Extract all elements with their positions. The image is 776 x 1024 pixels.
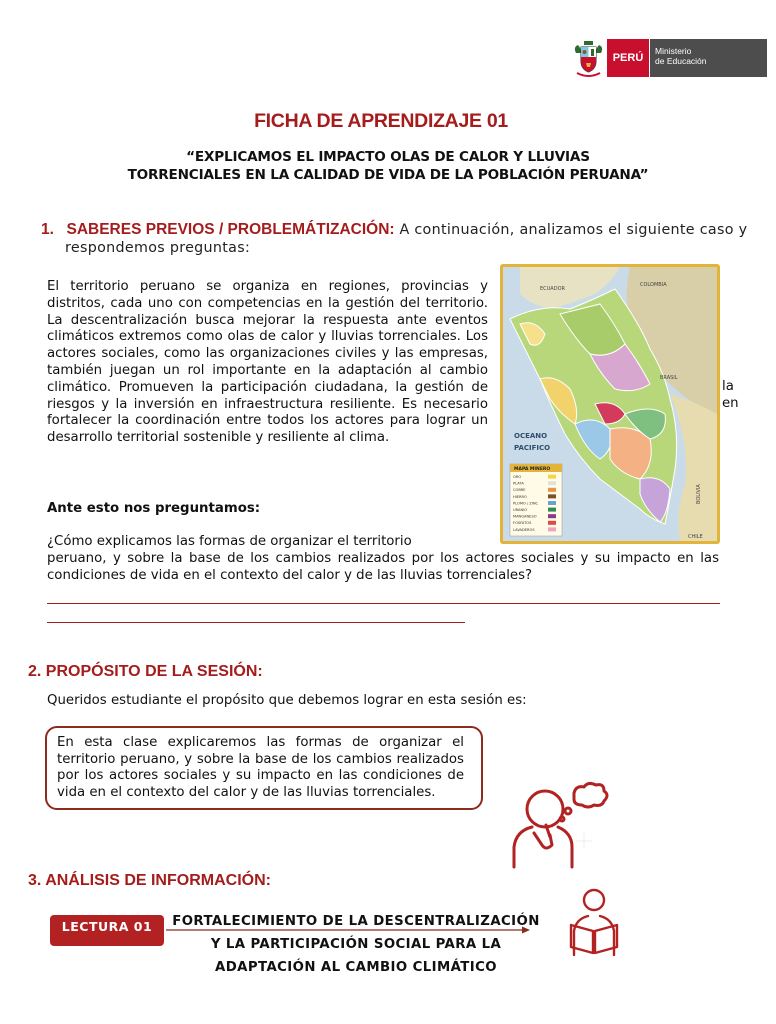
ministry-label xyxy=(649,39,767,77)
map-label-ecuador: ECUADOR xyxy=(540,286,565,292)
legend-title: MAPA MINERO xyxy=(514,467,551,472)
overflow-text-2: en xyxy=(722,396,739,411)
subtitle-line-2: TORRENCIALES EN LA CALIDAD DE VIDA DE LA POBLACIÓN PERUANA” xyxy=(127,167,649,183)
section-2-heading: 2. PROPÓSITO DE LA SESIÓN: xyxy=(28,663,263,680)
legend-item-label: PLOMO / ZINC xyxy=(513,501,539,506)
subtitle-line-1: “EXPLICAMOS EL IMPACTO OLAS DE CALOR Y LLUVIAS xyxy=(186,149,590,165)
question-rest: peruano, y sobre la base de los cambios realizados por los actores sociales y su impacto en las condiciones de vida en el contexto del calor y de las lluvias torrenciales? xyxy=(47,551,719,583)
reading-title: FORTALECIMIENTO DE LA DESCENTRALIZACIÓN Y LA PARTICIPACIÓN SOCIAL PARA LA ADAPTACIÓN AL CAMBIO CLIMÁTICO xyxy=(172,914,540,975)
legend-item-label: URANIO xyxy=(513,508,528,512)
legend-item-swatch xyxy=(548,501,556,505)
section-1-intro-a: A continuación, analizamos el siguiente caso y xyxy=(394,222,748,238)
question-heading: Ante esto nos preguntamos: xyxy=(47,501,261,516)
thinking-person-icon xyxy=(508,781,616,869)
section-3-heading: 3. ANÁLISIS DE INFORMACIÓN: xyxy=(28,872,271,889)
legend-item-swatch xyxy=(548,514,556,518)
section-1-intro-b: respondemos preguntas: xyxy=(65,240,251,256)
map-legend xyxy=(510,464,562,536)
purpose-box xyxy=(45,726,483,810)
legend-item-label: PLATA xyxy=(513,481,524,486)
map-label-ocean: OCEANO xyxy=(514,432,548,440)
legend-item-label: LAVADEROS xyxy=(513,527,535,532)
legend-item-swatch xyxy=(548,494,556,498)
map-label-colombia: COLOMBIA xyxy=(640,282,667,288)
purpose-text: En esta clase explicaremos las formas de organizar el territorio peruano, y sobre la base de los cambios realizados por los actores sociales y su impacto en las condiciones de vida en el contexto del calor y de las lluvias torrenciales. xyxy=(57,735,464,800)
map-label-bolivia: BOLIVIA xyxy=(696,484,702,504)
answer-line-1[interactable] xyxy=(47,603,720,604)
peru-mining-map xyxy=(500,264,720,544)
legend-item-label: MANGANESO xyxy=(513,514,537,519)
page-subtitle xyxy=(0,148,776,184)
question-line-1: ¿Cómo explicamos las formas de organizar el territorio xyxy=(47,534,412,549)
legend-item-swatch xyxy=(548,508,556,512)
map-label-pacific: PACIFICO xyxy=(514,444,551,452)
section-1-title: SABERES PREVIOS / PROBLEMÁTIZACIÓN: xyxy=(66,221,395,238)
map-label-chile: CHILE xyxy=(688,534,703,540)
reading-person-icon xyxy=(566,887,622,957)
purpose-intro: Queridos estudiante el propósito que debemos lograr en esta sesión es: xyxy=(47,693,527,708)
legend-item-label: FOSFATOS xyxy=(513,521,532,526)
map-label-brasil: BRASIL xyxy=(660,375,678,381)
legend-item-swatch xyxy=(548,488,556,492)
case-paragraph: El territorio peruano se organiza en regiones, provincias y distritos, cada uno con competencias en la gestión del territorio. La descentralización busca mejorar la respuesta ante eventos climáticos extremos como olas de calor y lluvias torrenciales. Los actores sociales, como las organizaciones civiles y las empresas, también juegan un rol importante en la adaptación al cambio climático. Promueven la participación ciudadana, la gestión de riesgos y la inversión en infraestructura resiliente. Es necesario fortalecer la coordinación entre todos los actores para lograr un desarrollo territorial sostenible y resiliente al clima. xyxy=(47,279,488,446)
overflow-text-1: la xyxy=(722,379,734,394)
answer-line-2[interactable] xyxy=(47,622,465,623)
ministry-line-2: de Educación xyxy=(655,56,707,66)
legend-item-label: HIERRO xyxy=(513,494,527,499)
page-title: FICHA DE APRENDIZAJE 01 xyxy=(254,110,508,132)
legend-item-label: COBRE xyxy=(513,488,526,493)
legend-item-label: ORO xyxy=(513,475,522,479)
section-1-heading xyxy=(41,221,751,257)
legend-item-swatch xyxy=(548,527,556,531)
peru-label: PERÚ xyxy=(607,39,649,77)
peru-crest-icon xyxy=(572,39,605,77)
ministry-line-1: Ministerio xyxy=(655,46,692,56)
legend-item-swatch xyxy=(548,475,556,479)
minedu-logo xyxy=(572,39,767,77)
reading-badge: LECTURA 01 xyxy=(50,915,164,946)
legend-item-swatch xyxy=(548,481,556,485)
legend-item-swatch xyxy=(548,521,556,525)
guiding-question xyxy=(47,533,719,584)
section-1-number: 1. xyxy=(41,221,54,238)
